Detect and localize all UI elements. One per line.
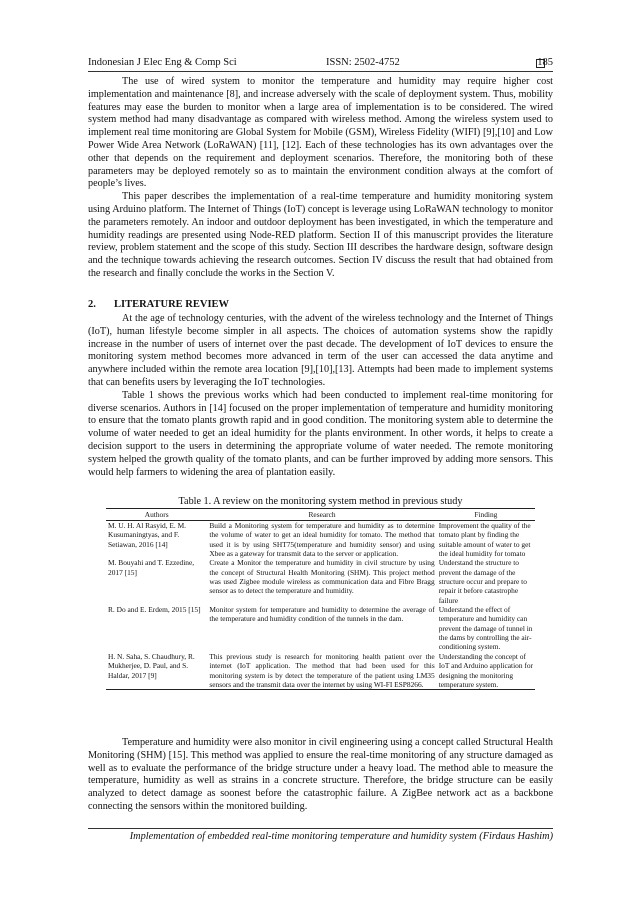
after-table-body bbox=[88, 737, 553, 814]
cell-finding: Understanding the concept of IoT and Arduino application for designing the monitoring temperature system. bbox=[437, 652, 535, 690]
table-caption: Table 1. A review on the monitoring system method in previous study bbox=[178, 496, 463, 507]
cell-research: Build a Monitoring system for temperature and humidity as to determine the volume of water to get an ideal humidity for tomato. The method that used it is by using SHT75(temperature and humidity sensor) and using Xbee as a gateway for transmit data to the server or application. bbox=[209, 521, 435, 559]
cell-research: This previous study is research for monitoring health patient over the internet (IoT application. The method that had been used for this monitoring system is by detect the temperature of the patient using LM35 sensors and the transmit data over the internet by using WI-FI ESP8266. bbox=[209, 651, 435, 689]
cell-authors: H. N. Saha, S. Chaudhury, R. Mukherjee, D. Paul, and S. Haldar, 2017 [9] bbox=[106, 652, 207, 690]
issn: ISSN: 2502-4752 bbox=[326, 57, 400, 68]
table-row bbox=[106, 558, 535, 605]
review-table bbox=[106, 508, 535, 690]
section-title: LITERATURE REVIEW bbox=[114, 299, 230, 310]
header-research: Research bbox=[207, 509, 436, 521]
running-footer: Implementation of embedded real-time monitoring temperature and humidity system (Firdaus Hashim) bbox=[88, 828, 553, 842]
cell-finding: Understand the effect of temperature and humidity can prevent the damage of tunnel in the dams by controlling the air-conditioning system. bbox=[438, 605, 533, 652]
paragraph: At the age of technology centuries, with the advent of the wireless technology and the Internet of Things (IoT), human lifestyle become simpler in all aspects. The choices of automation systems show the rapidly increase in the number of users of internet over the past decade. The development of IoT devices to ensure the monitoring system method becomes more advanced in term of the user can accessed the data anytime and anywhere included within the remote area location [9],[10],[13]. Attempts had been made to implement systems that can benefits users by leveraging the IoT technologies. bbox=[88, 313, 553, 388]
table-header-row bbox=[106, 509, 535, 521]
table-row bbox=[106, 652, 535, 690]
paragraph: This paper describes the implementation of a real-time temperature and humidity monitoring system using Arduino platform. The Internet of Things (IoT) concept is leverage using LoRaWAN technology to monitor the parameters remotely. An indoor and outdoor deployment has been investigated, in which the temperature and humidity readings are presented using Node-RED platform. Section II of this manuscript provides the literature review, problem statement and the scope of this study. Section III describes the hardware design, software design and the technique towards achieving the research outcomes. Section IV discuss the result that had obtained from the research and finally conclude the works in the Section V. bbox=[88, 191, 553, 279]
cell-research: Create a Monitor the temperature and humidity in civil structure by using the concept of Structural Health Monitoring (SHM). This project method was used Zigbee module wireless as communication data and Fibre Bragg sensor as to detect the temperature and humidity. bbox=[209, 558, 435, 596]
cell-finding: Improvement the quality of the tomato plant by finding the suitable amount of water to get the ideal humidity for tomato bbox=[438, 521, 531, 559]
table-row bbox=[106, 605, 535, 652]
cell-authors: R. Do and E. Erdem, 2015 [15] bbox=[108, 605, 201, 615]
table-row bbox=[106, 521, 535, 559]
literature-review-body bbox=[88, 313, 553, 479]
cell-authors: M. Bouyahi and T. Ezzedine, 2017 [15] bbox=[108, 558, 195, 577]
journal-name: Indonesian J Elec Eng & Comp Sci bbox=[88, 57, 237, 68]
introduction-body bbox=[88, 76, 553, 281]
paragraph: The use of wired system to monitor the temperature and humidity may require higher cost implementation and maintenance [8], and increase adversely with the scale of deployment system. Thus, mobility features may ease the burden to monitor when a large area of implementation is to be considered. The wired system method had many disadvantage as compared with wireless method. Among the wireless system used to implement real time monitoring are Global System for Mobile (GSM), Wireless Fidelity (WIFI) [9],[10] and Low Power Wide Area Network (LoRaWAN) [11], [12]. Each of these technologies has its own advantages over the other that depends on the requirement and deployment scenarios. Therefore, the monitoring both of these parameters may be deployed remotely so as to maintain the environment condition always at the comfort of people’s lives. bbox=[88, 76, 553, 190]
paragraph: Table 1 shows the previous works which had been conducted to implement real-time monitoring for diverse scenarios. Authors in [14] focused on the proper implementation of temperature and humidity monitoring to ensure that the tomato plants growth rapid and in good condition. The monitoring system able to determine the volume of water needed to get an ideal humidity for the plants environment. In other words, it helps to create a decision support to the users in determining the appropriate volume of water needed. The remote monitoring system helped the growth quality of the tomato plants, and can be further improved by adding more sensors. This would help farmers to widening the area of plantation easily. bbox=[88, 389, 553, 478]
cell-authors: M. U. H. Al Rasyid, E. M. Kusumaningtyas, and F. Setiawan, 2016 [14] bbox=[108, 521, 187, 549]
running-header bbox=[88, 55, 553, 72]
cell-research: Monitor system for temperature and humidity to determine the average of the temperature and humidity condition of the tunnels in the dam. bbox=[209, 605, 435, 624]
header-finding: Finding bbox=[437, 509, 535, 521]
paragraph: Temperature and humidity were also monitor in civil engineering using a concept called Structural Health Monitoring (SHM) [15]. This method was applied to ensure the real-time monitoring of any structure damaged as well as to evaluate the performance of the bridge structure under a heavy load. The method able to measure the temperature, humidity as well as strains in a concrete structure. Therefore, the bridge structure can be easily analyzed to detect damage as soonest before the catastrophic failure. A ZigBee network act as a backbone connecting the sensors within the monitored building. bbox=[88, 737, 553, 812]
header-authors: Authors bbox=[106, 509, 207, 521]
page-number: 185 bbox=[537, 57, 553, 68]
section-number: 2. bbox=[88, 299, 96, 310]
section-heading bbox=[88, 299, 229, 310]
cell-finding: Understand the structure to prevent the damage of the structure occur and prepare to repair it before catastrophe failure bbox=[438, 558, 527, 605]
